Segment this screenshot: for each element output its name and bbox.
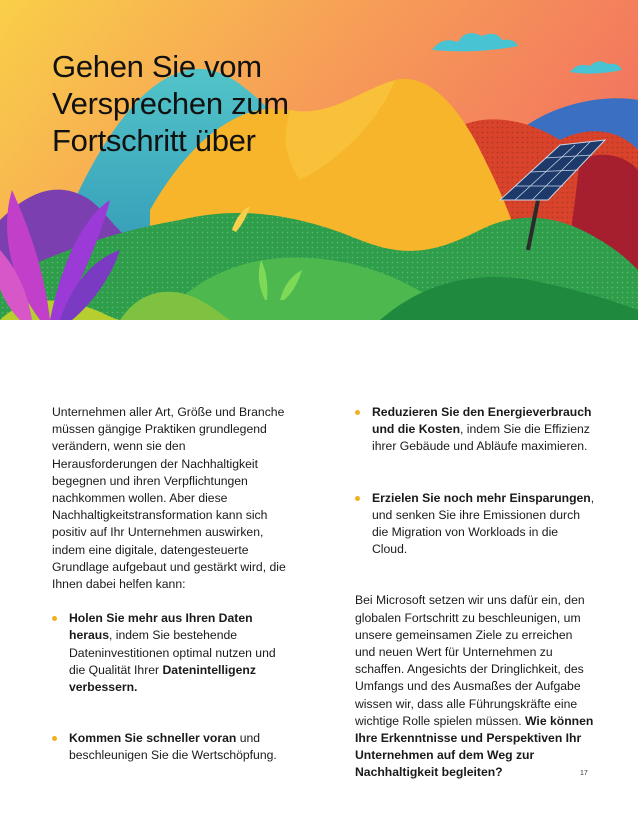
bullet-bold: Holen Sie mehr aus Ihren Daten heraus	[69, 611, 253, 643]
left-column	[52, 404, 292, 765]
bullet-bold: Datenintelligenz verbessern.	[69, 662, 256, 695]
bullet-item-energy	[355, 404, 595, 456]
intro-paragraph: Unternehmen aller Art, Größe und Branche müssen gängige Praktiken grundlegend verändern, wenn sie den Herausforderungen der Nachhaltigkeit begegnen und ihren Verpflichtungen nachkommen wollen. Aber diese Nachhaltigkeitstransformation kann sich positiv auf Ihr Unternehmen auswirken, indem eine digitale, datengesteuerte Grundlage aufgebaut und gestärkt wird, die Ihnen dabei helfen kann:	[52, 405, 286, 592]
bullet-text: und beschleunigen Sie die Wertschöpfung.	[69, 731, 277, 763]
bullet-bold: Reduzieren Sie den Energieverbrauch und die Kosten	[372, 405, 592, 437]
bullet-item-savings	[355, 490, 595, 559]
bullet-bold: Kommen Sie schneller voran	[69, 731, 237, 746]
title-line-2: Versprechen zum	[52, 86, 289, 121]
closing-question: Wie können Ihre Erkenntnisse und Perspektiven Ihr Unternehmen auf dem Weg zur Nachhaltigkeit begleiten?	[355, 713, 594, 780]
closing-paragraph	[355, 592, 595, 781]
closing-text: Bei Microsoft setzen wir uns dafür ein, den globalen Fortschritt zu beschleunigen, um unsere gemeinsamen Ziele zu erreichen und neuen Wert für Unternehmen zu schaffen. Angesichts der Dringlichkeit, des Umfangs und des Ausmaßes der Aufgabe wissen wir, dass alle Führungskräfte eine wichtige Rolle spielen müssen.	[355, 593, 585, 728]
bullet-text: , indem Sie bestehende Dateninvestitionen optimal nutzen und die Qualität Ihrer	[69, 628, 276, 677]
page-title	[52, 48, 352, 159]
bullet-text: , und senken Sie ihre Emissionen durch die Migration von Workloads in die Cloud.	[372, 490, 595, 557]
page-number: 17	[580, 770, 588, 777]
bullet-text: , indem Sie die Effizienz ihrer Gebäude und Abläufe maximieren.	[372, 422, 590, 454]
title-line-3: Fortschritt über	[52, 123, 256, 158]
right-column	[355, 404, 595, 782]
bullet-item-data	[52, 610, 292, 696]
bullet-bold: Erzielen Sie noch mehr Einsparungen	[372, 490, 591, 505]
bullet-item-speed	[52, 730, 292, 764]
title-line-1: Gehen Sie vom	[52, 49, 262, 84]
